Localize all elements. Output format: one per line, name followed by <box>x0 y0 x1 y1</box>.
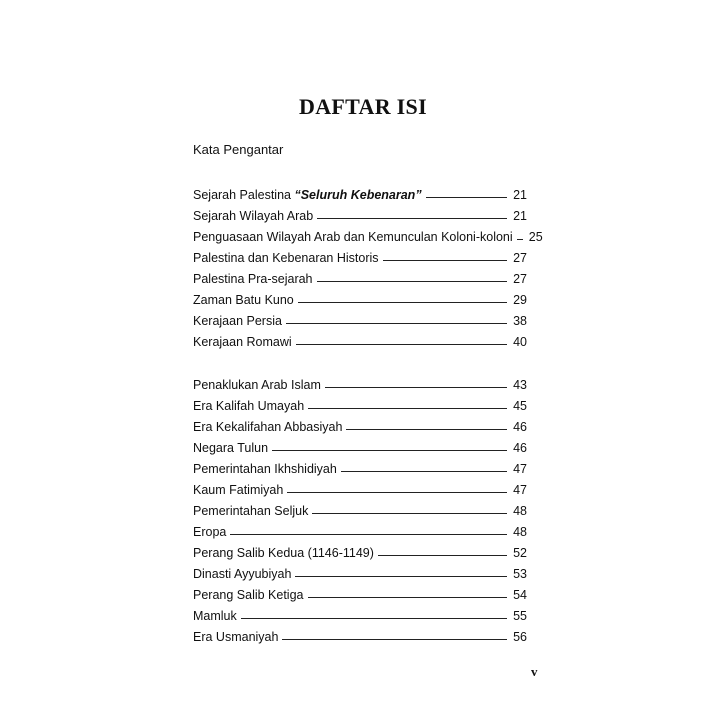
toc-entry <box>193 623 527 644</box>
toc-leader-line <box>287 492 507 493</box>
toc-entry-page: 47 <box>513 462 527 476</box>
toc-entry-page: 38 <box>513 314 527 328</box>
toc-entry-title: Era Usmaniyah <box>193 630 279 644</box>
toc-leader-line <box>282 639 507 640</box>
toc-entry-title: Zaman Batu Kuno <box>193 293 294 307</box>
toc-leader-line <box>378 555 507 556</box>
toc-entry-page: 21 <box>513 209 527 223</box>
toc-entry <box>193 539 527 560</box>
toc-entry-label <box>193 272 313 286</box>
toc-entry-page: 40 <box>513 335 527 349</box>
toc-entry-page: 53 <box>513 567 527 581</box>
toc-entry-page: 43 <box>513 378 527 392</box>
toc-entry-page: 48 <box>513 504 527 518</box>
toc-entry-title: Sejarah Wilayah Arab <box>193 209 314 223</box>
toc-entry-title: Dinasti Ayyubiyah <box>193 567 292 581</box>
toc-entry-label <box>193 420 342 434</box>
toc-entry-label <box>193 209 313 223</box>
toc-entry-title: Era Kalifah Umayah <box>193 399 305 413</box>
toc-entry-title: Perang Salib Kedua (1146-1149) <box>193 546 374 560</box>
toc-entry-title: Perang Salib Ketiga <box>193 588 304 602</box>
toc-leader-line <box>286 323 507 324</box>
toc-entry-title: Pemerintahan Seljuk <box>193 504 309 518</box>
toc-entry-label <box>193 504 308 518</box>
toc-entry-label <box>193 188 422 202</box>
toc-entry-page: 45 <box>513 399 527 413</box>
toc-entry-title: Negara Tulun <box>193 441 269 455</box>
toc-entry-label <box>193 378 321 392</box>
toc-entry <box>193 307 527 328</box>
toc-entry-label <box>193 525 226 539</box>
toc-leader-line <box>308 408 507 409</box>
toc-leader-line <box>317 281 507 282</box>
toc-entry-label <box>193 609 237 623</box>
toc-entry-title: Kerajaan Romawi <box>193 335 292 349</box>
toc-entry-title: Kerajaan Persia <box>193 314 282 328</box>
toc-entry <box>193 434 527 455</box>
toc-entry-label <box>193 567 291 581</box>
toc-leader-line <box>325 387 507 388</box>
toc-entry <box>193 392 527 413</box>
toc-entry <box>193 455 527 476</box>
toc-leader-line <box>312 513 507 514</box>
toc-entry <box>193 581 527 602</box>
toc-leader-line <box>298 302 507 303</box>
toc-leader-line <box>230 534 507 535</box>
toc-entry <box>193 202 527 223</box>
toc-entry-page: 52 <box>513 546 527 560</box>
toc-leader-line <box>317 218 507 219</box>
toc-entry-title: Mamluk <box>193 609 237 623</box>
toc-entry-title: Palestina dan Kebenaran Historis <box>193 251 379 265</box>
toc-entry-page: 54 <box>513 588 527 602</box>
toc-entry-page: 46 <box>513 441 527 455</box>
toc-leader-line <box>341 471 507 472</box>
toc-entry-page: 48 <box>513 525 527 539</box>
toc-entry <box>193 560 527 581</box>
toc-entry-title: Era Kekalifahan Abbasiyah <box>193 420 343 434</box>
toc-entry-page: 46 <box>513 420 527 434</box>
toc-entry <box>193 244 527 265</box>
toc-entry <box>193 265 527 286</box>
toc-entry-page: 55 <box>513 609 527 623</box>
toc-leader-line <box>383 260 507 261</box>
toc-entry-title: Penguasaan Wilayah Arab dan Kemunculan Koloni-koloni <box>193 230 513 244</box>
toc-leader-line <box>296 344 507 345</box>
toc-entry <box>193 602 527 623</box>
toc-entry-label <box>193 399 304 413</box>
toc-entry <box>193 518 527 539</box>
toc-leader-line <box>346 429 507 430</box>
toc-entry-label <box>193 230 513 244</box>
toc-entry-page: 27 <box>513 251 527 265</box>
toc-leader-line <box>426 197 507 198</box>
toc-entry-page: 25 <box>528 230 543 244</box>
toc-leader-line <box>308 597 508 598</box>
toc-leader-line <box>241 618 507 619</box>
toc-entry <box>193 497 527 518</box>
toc-entry-label <box>193 546 374 560</box>
toc-entry-page: 56 <box>513 630 527 644</box>
toc-leader-line <box>295 576 507 577</box>
toc-section-1 <box>193 181 543 349</box>
toc-entry <box>193 476 527 497</box>
toc-entry-title: Kaum Fatimiyah <box>193 483 284 497</box>
toc-entry <box>193 328 527 349</box>
toc-entry-page: 47 <box>513 483 527 497</box>
toc-entry-label <box>193 335 292 349</box>
toc-leader-line <box>517 239 523 240</box>
toc-intro-entry: Kata Pengantar <box>193 142 284 157</box>
toc-entry-title: Eropa <box>193 525 227 539</box>
toc-entry-label <box>193 588 304 602</box>
toc-entry-title: Sejarah Palestina <box>193 188 295 202</box>
toc-entry-title-emphasis: “Seluruh Kebenaran” <box>294 188 422 202</box>
toc-entry-title: Pemerintahan Ikhshidiyah <box>193 462 337 476</box>
toc-entry-label <box>193 483 283 497</box>
toc-entry <box>193 413 527 434</box>
toc-entry-page: 21 <box>513 188 527 202</box>
toc-entry <box>193 371 527 392</box>
toc-entry-label <box>193 314 282 328</box>
toc-entry-page: 29 <box>513 293 527 307</box>
toc-entry-title: Penaklukan Arab Islam <box>193 378 321 392</box>
toc-entry-label <box>193 441 268 455</box>
toc-entry-label <box>193 251 379 265</box>
toc-leader-line <box>272 450 507 451</box>
toc-entry <box>193 181 527 202</box>
toc-entry-label <box>193 462 337 476</box>
page-number: v <box>531 664 538 679</box>
toc-entry <box>193 286 527 307</box>
toc-entry-title: Palestina Pra-sejarah <box>193 272 313 286</box>
toc-entry-label <box>193 293 294 307</box>
page-title: DAFTAR ISI <box>299 94 427 119</box>
toc-entry-page: 27 <box>513 272 527 286</box>
toc-section-2 <box>193 371 527 644</box>
toc-entry <box>193 223 543 244</box>
toc-entry-label <box>193 630 278 644</box>
